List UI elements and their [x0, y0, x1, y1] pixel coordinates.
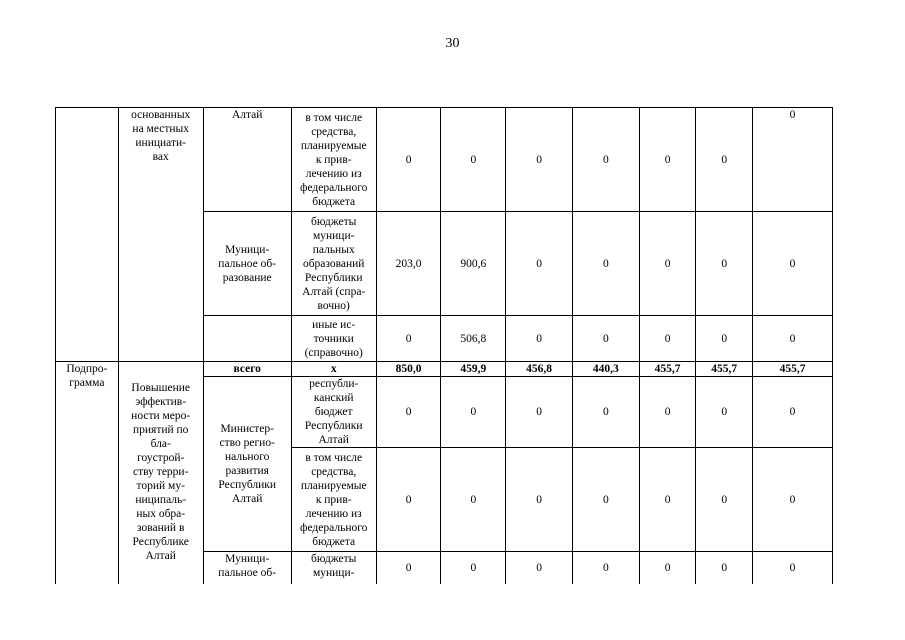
value-cell: 0 [753, 212, 833, 316]
total-value-cell: 850,0 [376, 362, 441, 377]
value-cell: 0 [376, 316, 441, 362]
executor-cell: Муници- пальное об- разование [203, 212, 291, 316]
value-cell: 0 [376, 108, 441, 212]
value-cell: 506,8 [441, 316, 506, 362]
value-cell: 0 [572, 552, 639, 584]
funding-source-cell: республи- канский бюджет Республики Алтай [291, 377, 376, 448]
value-cell: 0 [441, 448, 506, 552]
page-number: 30 [445, 36, 460, 51]
value-cell: 0 [506, 552, 573, 584]
value-cell: 0 [376, 552, 441, 584]
value-cell: 0 [753, 377, 833, 448]
funding-source-cell: х [291, 362, 376, 377]
event-name-cell: Повышение эффектив- ности меро- приятий по бла- гоустрой- ству терри- торий му- ниципаль- ных обра- зований в Республике Алтай [118, 377, 203, 584]
value-cell: 0 [753, 448, 833, 552]
total-value-cell: 459,9 [441, 362, 506, 377]
value-cell: 0 [572, 212, 639, 316]
total-value-cell: 455,7 [753, 362, 833, 377]
funding-source-cell: бюджеты муници- пальных образований Республики Алтай (спра- вочно) [291, 212, 376, 316]
total-value-cell: 456,8 [506, 362, 573, 377]
event-name-cell: основанных на местных инициати- вах [118, 108, 203, 362]
value-cell: 0 [506, 212, 573, 316]
value-cell: 0 [506, 448, 573, 552]
value-cell: 0 [376, 448, 441, 552]
value-cell: 0 [572, 377, 639, 448]
value-cell: 0 [506, 377, 573, 448]
total-value-cell: 455,7 [696, 362, 753, 377]
funding-source-cell: иные ис- точники (справочно) [291, 316, 376, 362]
value-cell: 0 [696, 316, 753, 362]
funding-source-cell: в том числе средства, планируемые к прив- лечению из федерального бюджета [291, 448, 376, 552]
value-cell: 0 [696, 552, 753, 584]
value-cell: 0 [696, 377, 753, 448]
value-cell: 0 [639, 108, 696, 212]
value-cell: 0 [639, 316, 696, 362]
value-cell: 0 [572, 108, 639, 212]
value-cell: 0 [639, 212, 696, 316]
funding-source-cell: бюджеты муници- [291, 552, 376, 584]
executor-cell [203, 316, 291, 362]
value-cell: 900,6 [441, 212, 506, 316]
value-cell: 0 [572, 316, 639, 362]
value-cell: 0 [506, 108, 573, 212]
total-value-cell: 440,3 [572, 362, 639, 377]
value-cell: 0 [441, 552, 506, 584]
value-cell: 0 [639, 552, 696, 584]
value-cell: 0 [696, 448, 753, 552]
program-cell [56, 108, 119, 362]
value-cell: 0 [696, 108, 753, 212]
value-cell: 0 [639, 448, 696, 552]
table-row [56, 108, 833, 212]
value-cell: 0 [753, 108, 833, 212]
executor-cell: Министер- ство регио- нального развития Республики Алтай [203, 377, 291, 552]
executor-cell: всего [203, 362, 291, 377]
executor-cell: Алтай [203, 108, 291, 212]
value-cell: 0 [506, 316, 573, 362]
table-row [56, 377, 833, 448]
funding-source-cell: в том числе средства, планируемые к прив- лечению из федерального бюджета [291, 108, 376, 212]
budget-table [55, 107, 833, 584]
value-cell: 0 [376, 377, 441, 448]
value-cell: 0 [753, 316, 833, 362]
value-cell: 0 [696, 212, 753, 316]
value-cell: 0 [639, 377, 696, 448]
value-cell: 0 [572, 448, 639, 552]
value-cell: 0 [441, 108, 506, 212]
value-cell: 0 [441, 377, 506, 448]
table-row-total [56, 362, 833, 377]
executor-cell: Муници- пальное об- [203, 552, 291, 584]
subprogram-label-cell: Подпро- грамма [56, 362, 119, 584]
total-value-cell: 455,7 [639, 362, 696, 377]
value-cell: 203,0 [376, 212, 441, 316]
value-cell: 0 [753, 552, 833, 584]
event-name-cell [118, 362, 203, 377]
